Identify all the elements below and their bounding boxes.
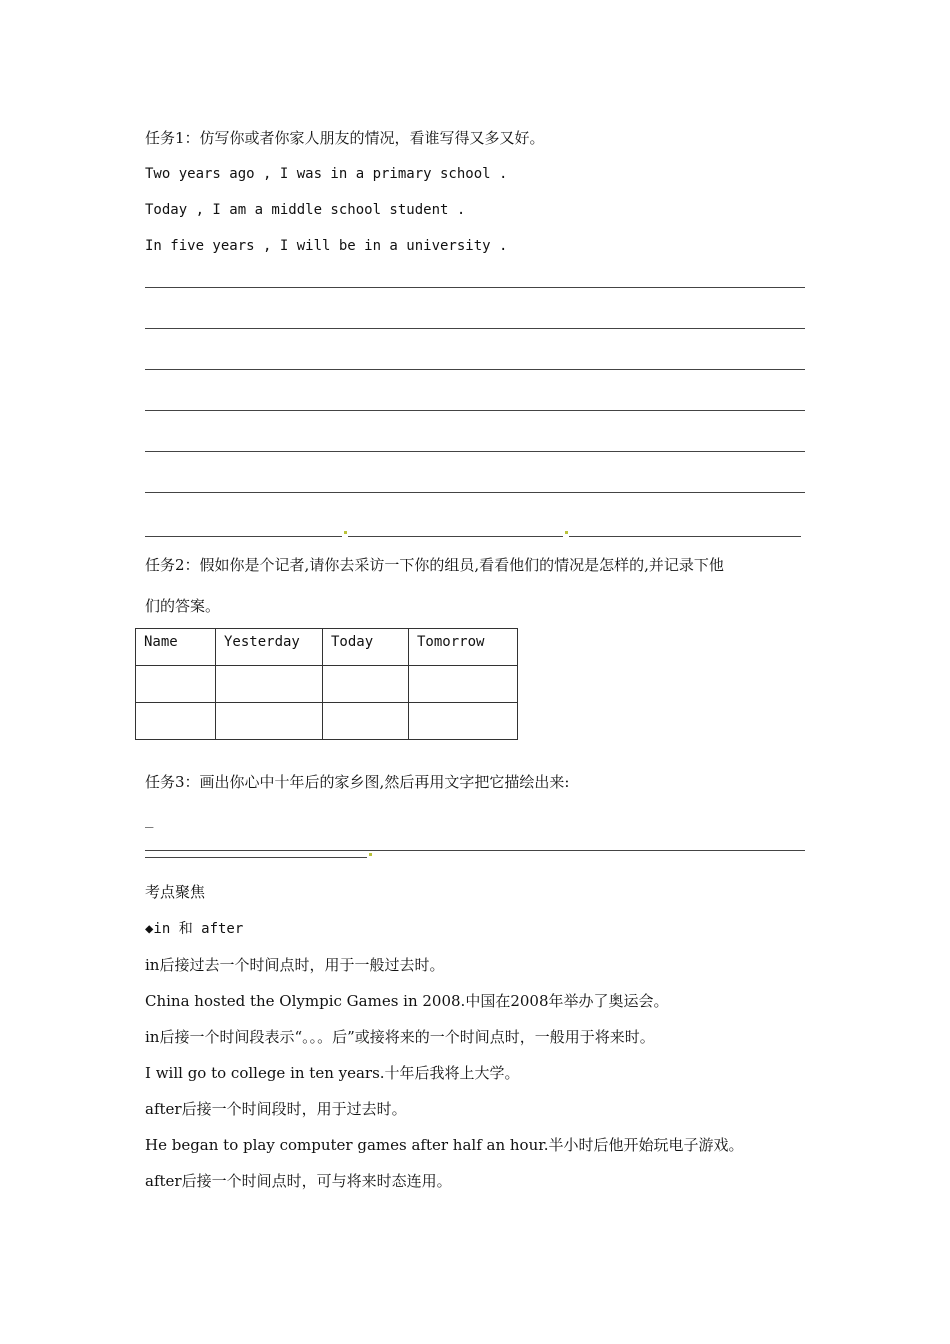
task3-heading: 任务3：画出你心中十年后的家乡图,然后再用文字把它描绘出来: (145, 773, 570, 791)
table-row (136, 703, 518, 740)
answer-line-segment (348, 536, 563, 537)
focus-line: in后接过去一个时间点时，用于一般过去时。 (145, 956, 445, 974)
focus-line: after后接一个时间段时，用于过去时。 (145, 1100, 407, 1118)
table-cell[interactable] (216, 666, 323, 703)
answer-line (145, 492, 805, 493)
task2-heading-line1: 任务2：假如你是个记者,请你去采访一下你的组员,看看他们的情况是怎样的,并记录下他 (145, 556, 724, 574)
focus-line: China hosted the Olympic Games in 2008.中国在2008年举办了奥运会。 (145, 992, 669, 1010)
green-mark (369, 853, 372, 856)
answer-line (145, 410, 805, 411)
focus-title: 考点聚焦 (145, 883, 206, 901)
table-cell[interactable] (409, 666, 518, 703)
answer-line-segment (145, 857, 367, 858)
task1-heading: 任务1：仿写你或者你家人朋友的情况，看谁写得又多又好。 (145, 129, 545, 147)
green-mark (344, 531, 347, 534)
focus-line: in后接一个时间段表示“。。。后”或接将来的一个时间点时，一般用于将来时。 (145, 1028, 655, 1046)
task1-example-1: Two years ago , I was in a primary school . (145, 166, 508, 182)
table-header-row (136, 629, 518, 666)
focus-topic: ◆in 和 after (145, 921, 244, 937)
header-tomorrow: Tomorrow (409, 629, 518, 666)
header-today: Today (323, 629, 409, 666)
table-cell[interactable] (136, 666, 216, 703)
green-mark (565, 531, 568, 534)
answer-line (145, 328, 805, 329)
table-cell[interactable] (409, 703, 518, 740)
answer-line-segment (145, 536, 342, 537)
answer-line-segment (569, 536, 801, 537)
table-row (136, 666, 518, 703)
header-yesterday: Yesterday (216, 629, 323, 666)
answer-line (145, 850, 805, 851)
task3-dash: _ (145, 812, 154, 828)
table-cell[interactable] (323, 666, 409, 703)
table-cell[interactable] (136, 703, 216, 740)
focus-line: after后接一个时间点时，可与将来时态连用。 (145, 1172, 452, 1190)
table-cell[interactable] (216, 703, 323, 740)
interview-table (135, 628, 518, 740)
table-cell[interactable] (323, 703, 409, 740)
task1-example-3: In five years , I will be in a university . (145, 238, 508, 254)
focus-line: I will go to college in ten years.十年后我将上大学。 (145, 1064, 520, 1082)
task1-example-2: Today , I am a middle school student . (145, 202, 466, 218)
answer-line (145, 369, 805, 370)
answer-line (145, 451, 805, 452)
task2-heading-line2: 们的答案。 (145, 597, 221, 615)
focus-line: He began to play computer games after half an hour.半小时后他开始玩电子游戏。 (145, 1136, 744, 1154)
answer-line (145, 287, 805, 288)
header-name: Name (136, 629, 216, 666)
